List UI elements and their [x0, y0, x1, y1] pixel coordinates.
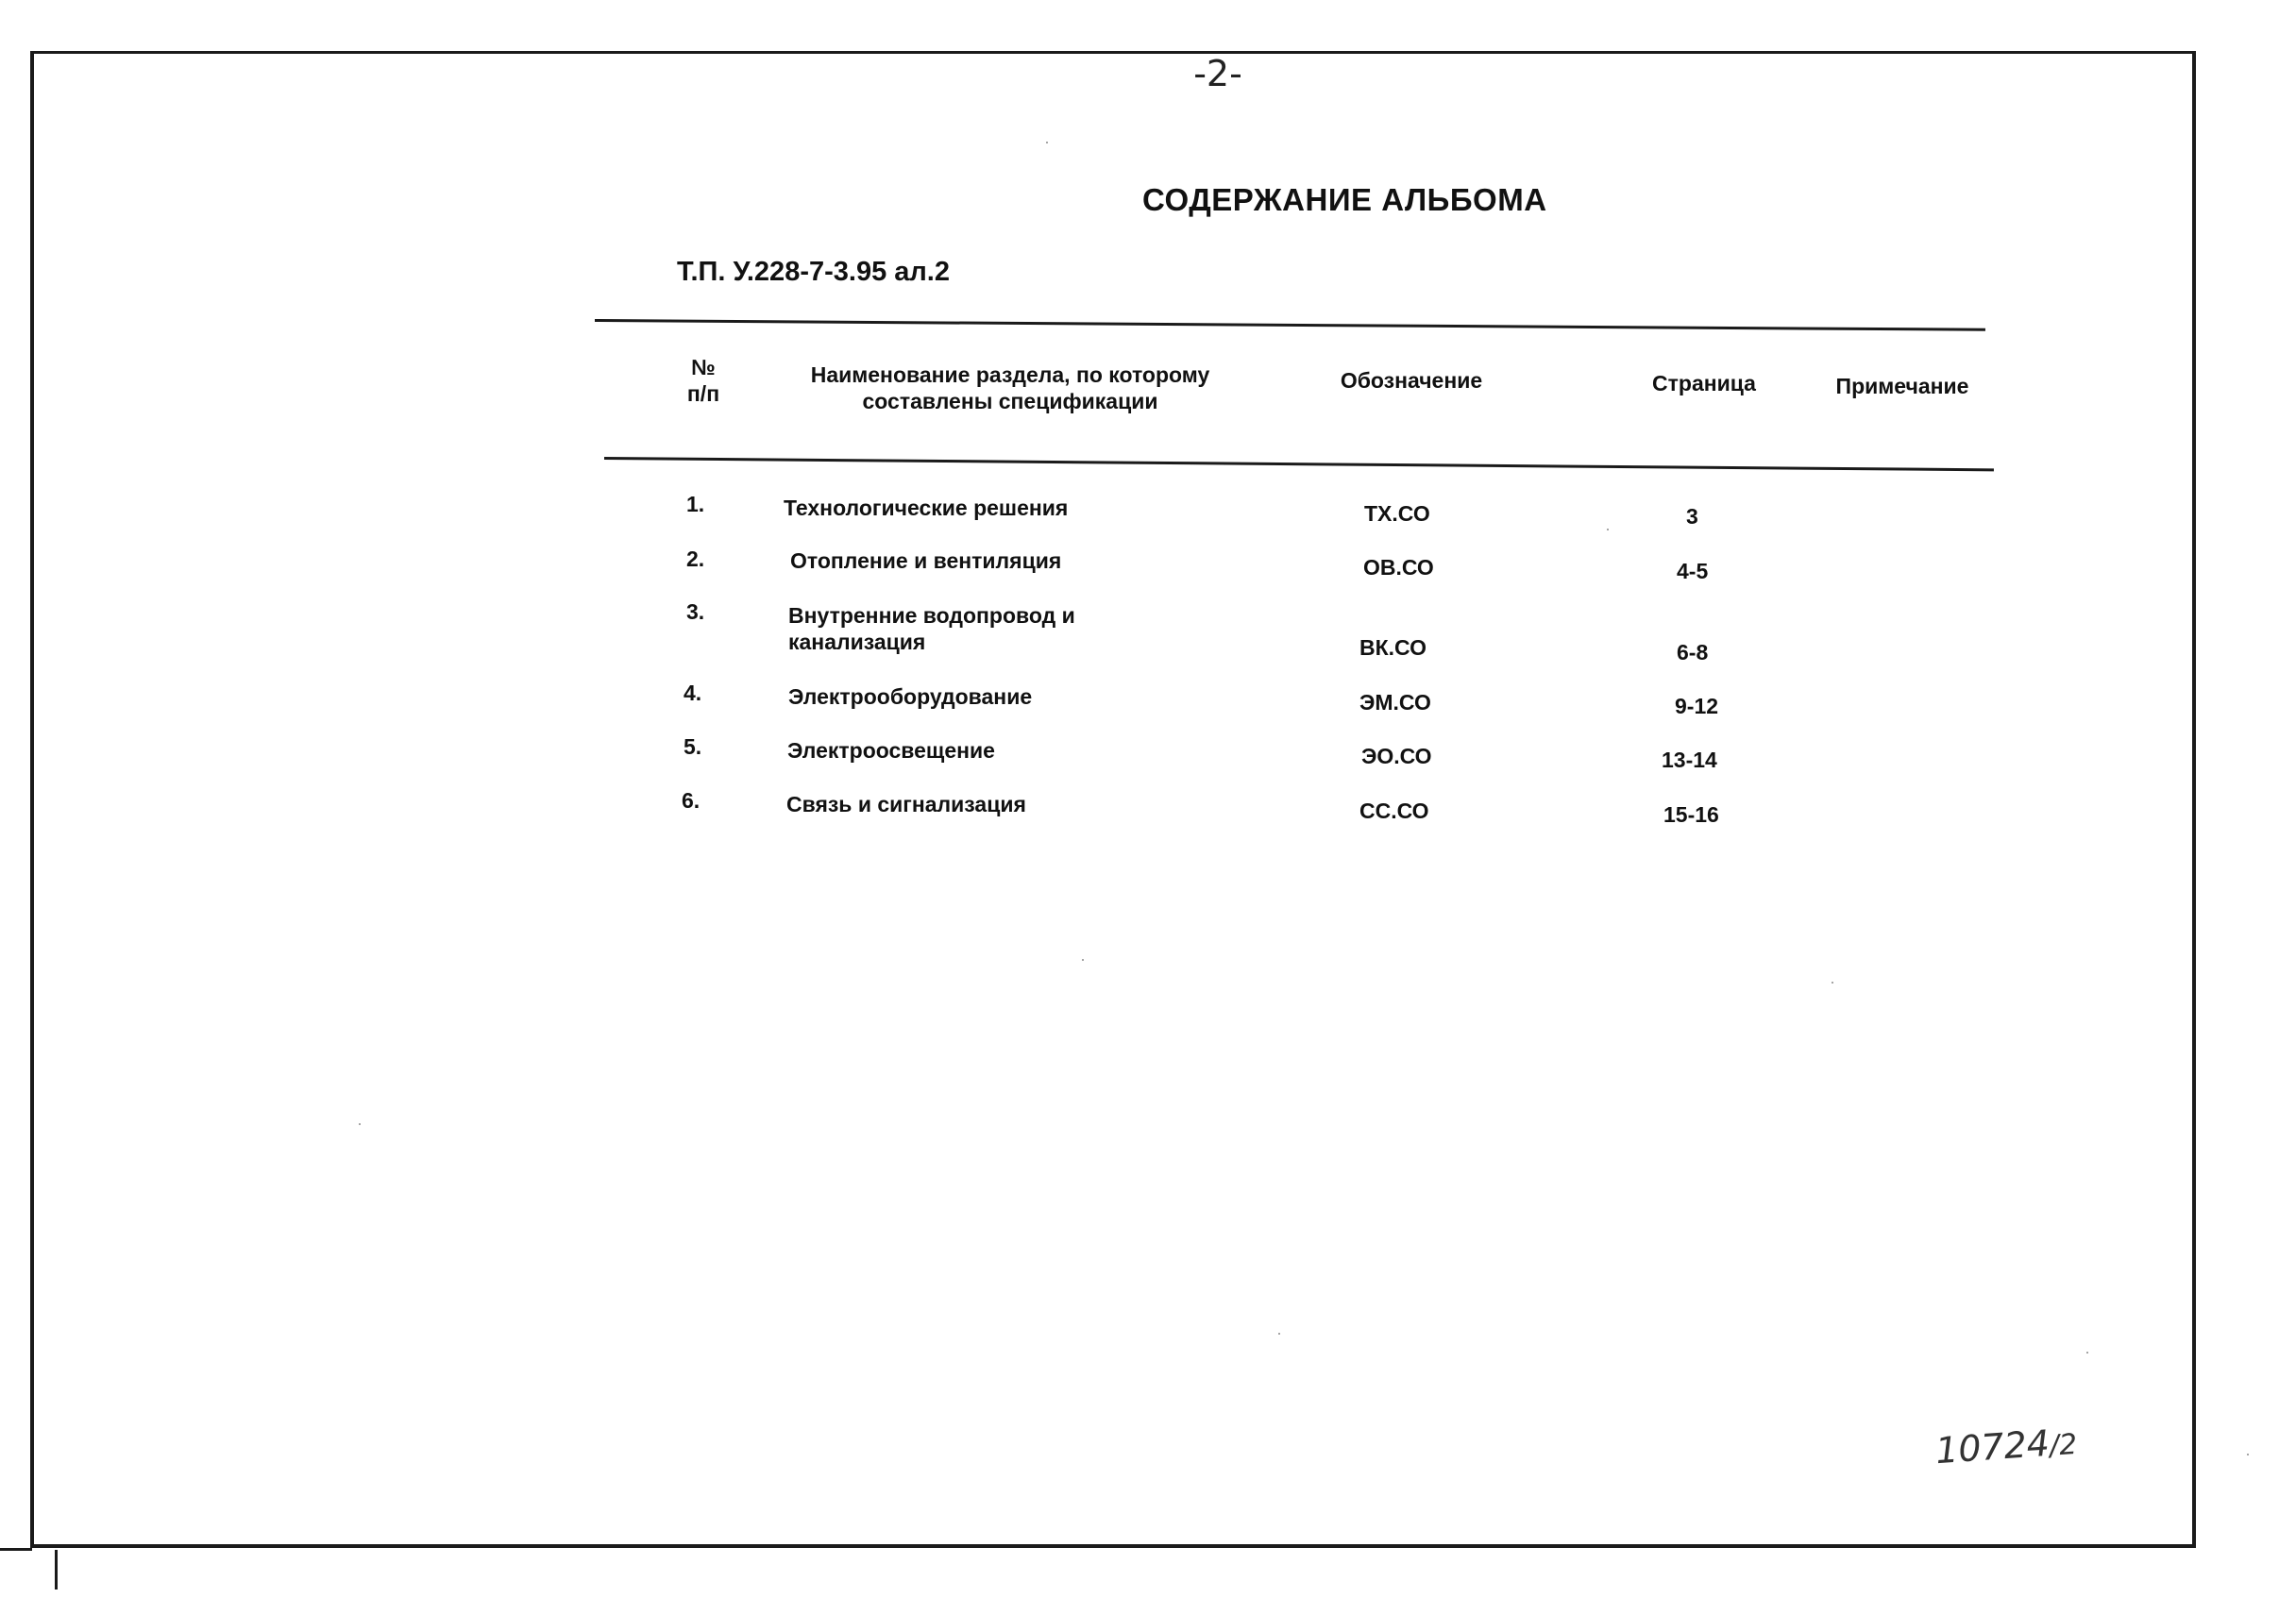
row-section-name: Отопление и вентиляция: [790, 548, 1062, 573]
row-section-name: Технологические решения: [784, 496, 1069, 520]
scan-speck: [1832, 982, 1833, 984]
header-section-name-line1: Наименование раздела, по которому: [810, 362, 1210, 387]
header-number-line1: №: [691, 355, 716, 379]
row-number: 4.: [684, 681, 702, 705]
row-designation: ЭО.СО: [1361, 744, 1432, 768]
row-section-name: Связь и сигнализация: [786, 792, 1026, 816]
row-page: 3: [1686, 504, 1698, 529]
row-number: 6.: [682, 788, 701, 813]
header-designation: Обозначение: [1340, 368, 1483, 393]
scan-speck: [1082, 959, 1084, 961]
row-designation: ОВ.СО: [1363, 555, 1434, 580]
header-number-line2: п/п: [686, 381, 720, 406]
inventory-number: 10724: [1933, 1421, 2051, 1472]
row-number: 1.: [686, 492, 705, 516]
scan-speck: [359, 1123, 361, 1125]
row-page: 6-8: [1677, 640, 1709, 664]
scan-speck: [1046, 142, 1048, 143]
scan-speck: [1607, 529, 1609, 530]
header-page: Страница: [1652, 371, 1756, 395]
frame-edge-mark: [0, 1548, 32, 1551]
scan-speck: [1278, 1333, 1280, 1335]
document-code: Т.П. У.228-7-3.95 ал.2: [677, 257, 950, 287]
row-number: 2.: [686, 547, 705, 571]
header-note: Примечание: [1835, 374, 1969, 398]
page-frame: [30, 51, 2196, 1548]
scan-speck: [2086, 1352, 2088, 1354]
row-page: 15-16: [1663, 802, 1719, 827]
header-section-name-line2: составлены спецификации: [862, 389, 1158, 413]
header-number: [675, 354, 732, 407]
scan-speck: [2247, 1454, 2249, 1455]
inventory-fraction: /2: [2048, 1427, 2079, 1463]
header-section-name: [774, 362, 1246, 414]
album-title: СОДЕРЖАНИЕ АЛЬБОМА: [1142, 182, 1547, 217]
row-page: 13-14: [1662, 748, 1717, 772]
frame-edge-mark: [55, 1550, 58, 1590]
row-page: 9-12: [1675, 694, 1719, 718]
row-page: 4-5: [1677, 559, 1709, 583]
row-designation: ВК.СО: [1359, 635, 1427, 660]
row-section-name-line2: канализация: [788, 630, 926, 654]
row-designation: СС.СО: [1359, 799, 1429, 823]
row-section-name-line1: Внутренние водопровод и: [788, 603, 1075, 628]
page-number: -2-: [1193, 53, 1242, 94]
row-designation: ТХ.СО: [1364, 501, 1430, 526]
row-section-name: Электроосвещение: [787, 738, 995, 763]
row-section-name: Электрооборудование: [788, 684, 1033, 709]
row-designation: ЭМ.СО: [1359, 690, 1431, 715]
row-number: 5.: [684, 734, 702, 759]
row-number: 3.: [686, 599, 705, 624]
